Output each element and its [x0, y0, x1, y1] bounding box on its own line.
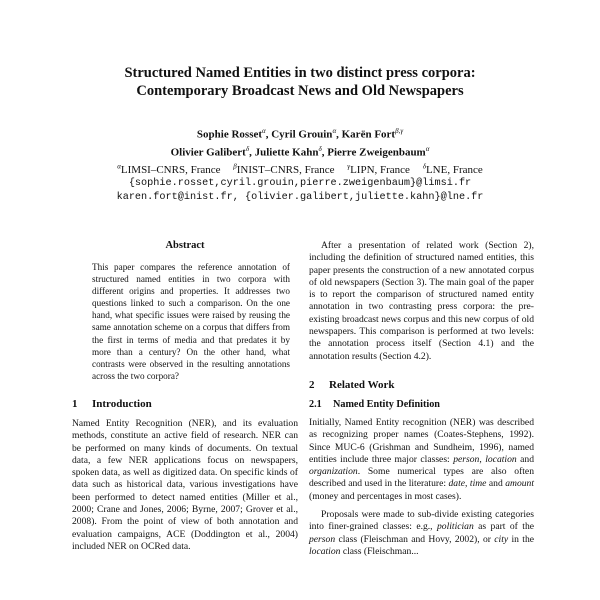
text-run: , — [465, 478, 470, 490]
title-line-1: Structured Named Entities in two distinct press corpora: — [124, 65, 476, 81]
abstract-text: This paper compares the reference annotation of structured named entities in two corpora with different origins and properties. It addresses two questions linked to such a comparison. On the one hand, what specific issues were raised by reusing the same annotation scheme on a corpus that differs from the first in terms of media and that predates it by more than a century? On the other hand, what contrasts were observed in the resulting annotations across the two corpora? — [92, 262, 290, 381]
paper-title — [0, 64, 600, 100]
affiliation-name: LIMSI–CNRS, France — [120, 163, 221, 176]
text-run: Proposals were made to sub-divide existing categories into finer-grained classes: e.g., — [309, 509, 534, 533]
title-line-2: Contemporary Broadcast News and Old Newspapers — [136, 83, 464, 99]
text-run: in the — [508, 533, 534, 545]
italic-term: person — [309, 533, 336, 545]
text-run: class (Fleischman... — [340, 545, 419, 557]
text-run: . Some numerical types are also often described and used in the literature: — [309, 466, 534, 490]
affiliation — [347, 164, 410, 176]
subsection-title: Named Entity Definition — [333, 398, 440, 410]
intro-continuation-paragraph: After a presentation of related work (Section 2), including the definition of structured named entities, this paper presents the construction of a new annotated corpus of old newspapers (Section 3). The main goal of the paper is to report the comparison of structured named entity annotation in two contrasting press corpora: the pre-existing broadcast news corpus and this new corpus of old newspapers. This comparison is performed at two levels: the annotation process itself (Section 4.1) and the annotation results (Section 4.2). — [309, 240, 534, 362]
author-name: Cyril Grouin — [271, 128, 333, 141]
author-name: Karën Fort — [341, 128, 396, 141]
authors-line-2: Olivier Galibert$^\delta$, Juliette Kahn$^\delta$, Pierre Zweigenbaum$^\alpha$ — [170, 144, 430, 159]
author-mark: α — [425, 144, 430, 153]
section-heading-related-work — [309, 379, 534, 391]
related-paragraph-2 — [309, 509, 534, 558]
related-paragraph-1 — [309, 417, 534, 503]
affiliation — [423, 164, 483, 176]
italic-term: amount — [505, 478, 535, 490]
italic-term: city — [494, 533, 509, 545]
affiliation-mark: δ — [422, 162, 426, 171]
text-run: (money and percentages in most cases). — [309, 490, 462, 502]
affiliation-mark: γ — [347, 162, 351, 171]
abstract-heading: Abstract — [165, 240, 205, 251]
author-mark: δ — [245, 144, 250, 153]
introduction-paragraph: Named Entity Recognition (NER), and its evaluation methods, constitute an active field of research. NER can be performed on many kinds of documents. On textual data, a few NER applications focus on newspapers, spoken data, as well as digitized data. On specific kinds of data such as historical data, various investigations have been performed to detect named entities (Miller et al., 2000; Crane and Jones, 2006; Byrne, 2007; Grover et al., 2008). From the point of view of both annotation and evaluation campaigns, ACE (Doddington et al., 2004) included NER on OCRed data. — [72, 417, 298, 552]
text-run: Initially, Named Entity recognition (NER) was described as recognizing proper names (Coates-Stephens, 1992). Since MUC-6 (Grishman and Sundheim, 1996), named entities include three major classes: — [309, 416, 534, 465]
author-name: Olivier Galibert — [170, 146, 246, 159]
text-run: , — [479, 453, 486, 465]
affiliation-mark: α — [117, 162, 121, 171]
author-name: Sophie Rosset — [196, 128, 263, 141]
section-number: 2 — [309, 378, 315, 391]
affiliation-name: LNE, France — [425, 163, 483, 176]
affiliation-name: INIST–CNRS, France — [236, 163, 335, 176]
author-name: Pierre Zweigenbaum — [327, 146, 426, 159]
section-title: Introduction — [92, 397, 152, 410]
text-run: and — [486, 478, 506, 490]
italic-term: location — [309, 545, 341, 557]
italic-term: date — [448, 478, 466, 490]
italic-term: organization — [309, 466, 358, 478]
affiliation-name: LIPN, France — [350, 163, 410, 176]
author-mark: δ — [318, 144, 322, 153]
affiliation — [233, 164, 334, 176]
author-mark: β,γ — [395, 127, 404, 135]
italic-term: politician — [436, 521, 474, 533]
affiliations-line — [0, 159, 600, 177]
affiliation-mark: β — [233, 162, 237, 171]
right-column — [309, 240, 534, 558]
left-column — [72, 240, 298, 553]
email-line-1: {sophie.rosset,cyril.grouin,pierre.zweigenbaum}@limsi.fr — [128, 177, 472, 189]
authors-block — [0, 124, 600, 205]
text-run: class (Fleischman and Hovy, 2002), or — [335, 533, 495, 545]
affiliation — [117, 164, 220, 176]
author-mark: α — [262, 127, 266, 135]
author-mark: α — [332, 127, 337, 135]
section-heading-introduction — [72, 398, 298, 410]
italic-term: time — [469, 478, 487, 490]
subsection-number: 2.1 — [309, 398, 322, 410]
italic-term: location — [485, 453, 517, 465]
section-number: 1 — [72, 397, 78, 410]
author-name: Juliette Kahn — [254, 146, 319, 159]
subsection-heading-named-entity-definition — [309, 399, 534, 410]
text-run: as part of the — [473, 521, 534, 533]
text-run: and — [516, 453, 535, 465]
authors-line-1: Sophie Rosset$^\alpha$, Cyril Grouin$^\alpha$, Karën Fort$^{\beta,\gamma}$ — [196, 127, 404, 141]
email-line-2: karen.fort@inist.fr, {olivier.galibert,juliette.kahn}@lne.fr — [116, 191, 484, 203]
italic-term: person — [453, 453, 480, 465]
section-title: Related Work — [329, 378, 395, 391]
